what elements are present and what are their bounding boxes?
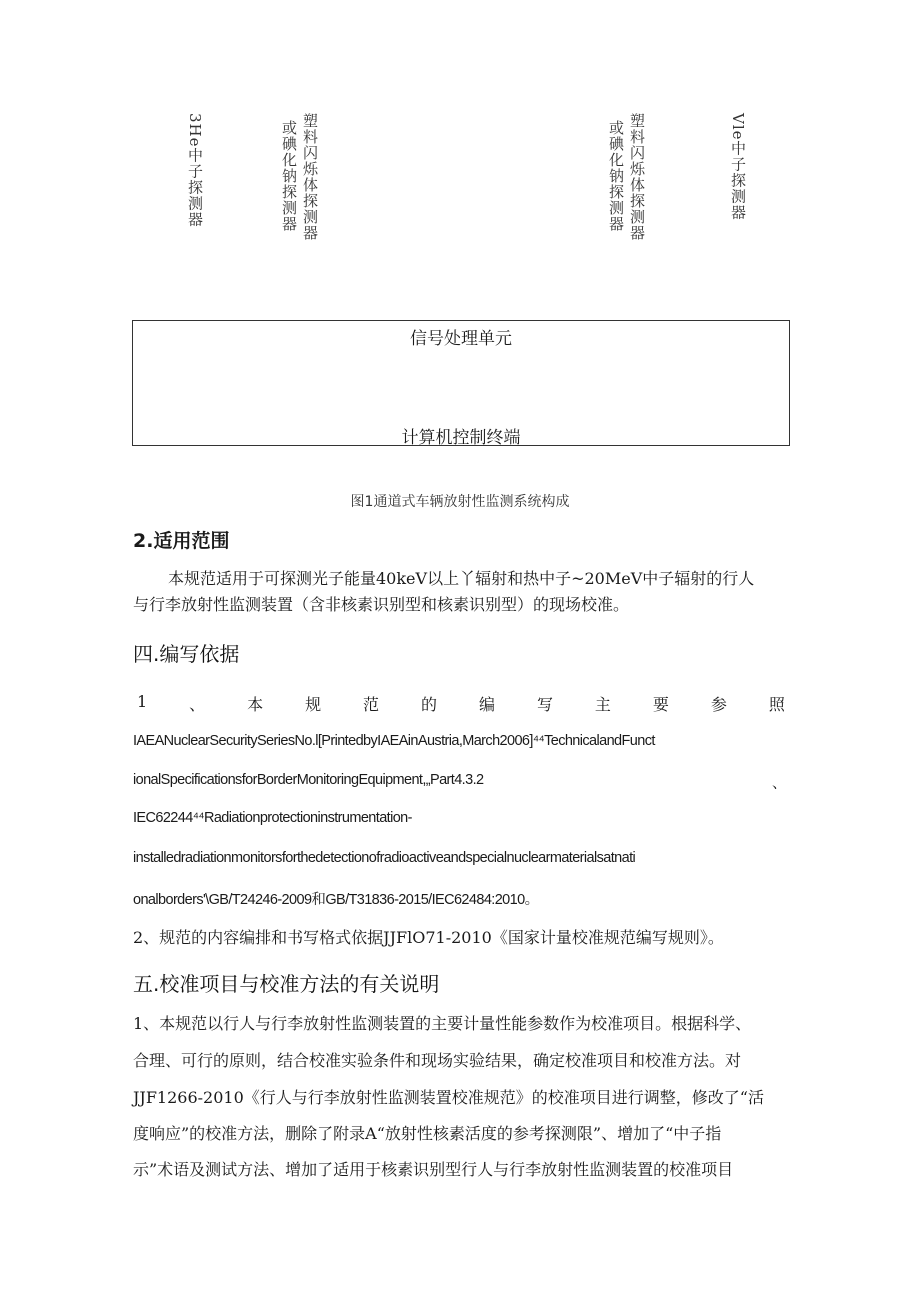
basis-line-3: ionalSpecificationsforBorderMonitoringEquipment,„Part4.3.2	[133, 772, 484, 788]
basis-word: 写	[536, 695, 553, 714]
signal-processing-unit: 信号处理单元	[410, 329, 512, 349]
basis-line-4: IEC62244⁴⁴Radiationprotectioninstrumentation-	[133, 810, 412, 826]
basis-word: 范	[363, 695, 380, 714]
basis-word: 的	[421, 695, 438, 714]
basis-line-3-mark: 、	[772, 776, 786, 792]
calibration-line: 1、本规范以行人与行李放射性监测装置的主要计量性能参数作为校准项目。根据科学、	[133, 1014, 752, 1033]
calibration-line: 合理、可行的原则，结合校准实验条件和现场实验结果，确定校准项目和校准方法。对	[133, 1051, 742, 1070]
basis-item-1-line	[137, 692, 785, 715]
basis-word: 参	[710, 695, 727, 714]
detector-label-3he: 3He中子探测器	[186, 113, 204, 228]
basis-heading: 四.编写依据	[133, 642, 240, 666]
scope-line-2: 与行李放射性监测装置（含非核素识别型和核素识别型）的现场校准。	[133, 595, 630, 614]
basis-word: 规	[305, 695, 322, 714]
calibration-line: 示”术语及测试方法、增加了适用于核素识别型行人与行李放射性监测装置的校准项目	[133, 1160, 734, 1179]
detector-label-plastic-right: 塑料闪烁体探测器	[628, 113, 646, 241]
basis-word: 1	[137, 692, 148, 711]
figure-caption: 图1通道式车辆放射性监测系统构成	[350, 494, 570, 510]
detector-label-nai-left: 或碘化钠探测器	[280, 120, 298, 232]
basis-word: 照	[768, 695, 785, 714]
detector-label-plastic-left: 塑料闪烁体探测器	[301, 113, 319, 241]
basis-line-6: onalborders'\GB/T24246-2009和GB/T31836-2015/IEC62484:2010。	[133, 892, 539, 908]
calibration-heading: 五.校准项目与校准方法的有关说明	[133, 972, 440, 996]
calibration-line: 度响应”的校准方法，删除了附录A“放射性核素活度的参考探测限”、增加了“中子指	[133, 1124, 722, 1143]
scope-heading: 2.适用范围	[133, 530, 230, 552]
basis-word: 主	[594, 695, 611, 714]
basis-line-5: installedradiationmonitorsforthedetectionofradioactiveandspecialnuclearmaterialsatnati	[133, 850, 636, 866]
detector-label-vle: Vle中子探测器	[729, 113, 747, 221]
scope-line-1: 本规范适用于可探测光子能量40keV以上丫辐射和热中子~20MeV中子辐射的行人	[168, 569, 755, 588]
basis-item-2: 2、规范的内容编排和书写格式依据JJFlO71-2010《国家计量校准规范编写规则》。	[133, 928, 724, 947]
detector-label-nai-right: 或碘化钠探测器	[607, 120, 625, 232]
calibration-line: JJF1266-2010《行人与行李放射性监测装置校准规范》的校准项目进行调整，修改了“活	[133, 1088, 764, 1107]
basis-word: 编	[478, 695, 495, 714]
basis-word: 、	[189, 695, 206, 714]
basis-word: 本	[247, 695, 264, 714]
basis-word: 要	[652, 695, 669, 714]
system-box	[132, 320, 790, 446]
computer-control-terminal: 计算机控制终端	[401, 428, 521, 448]
basis-line-2: IAEANuclearSecuritySeriesNo.l[PrintedbyIAEAinAustria,March2006]⁴⁴TechnicalandFunct	[133, 733, 655, 749]
